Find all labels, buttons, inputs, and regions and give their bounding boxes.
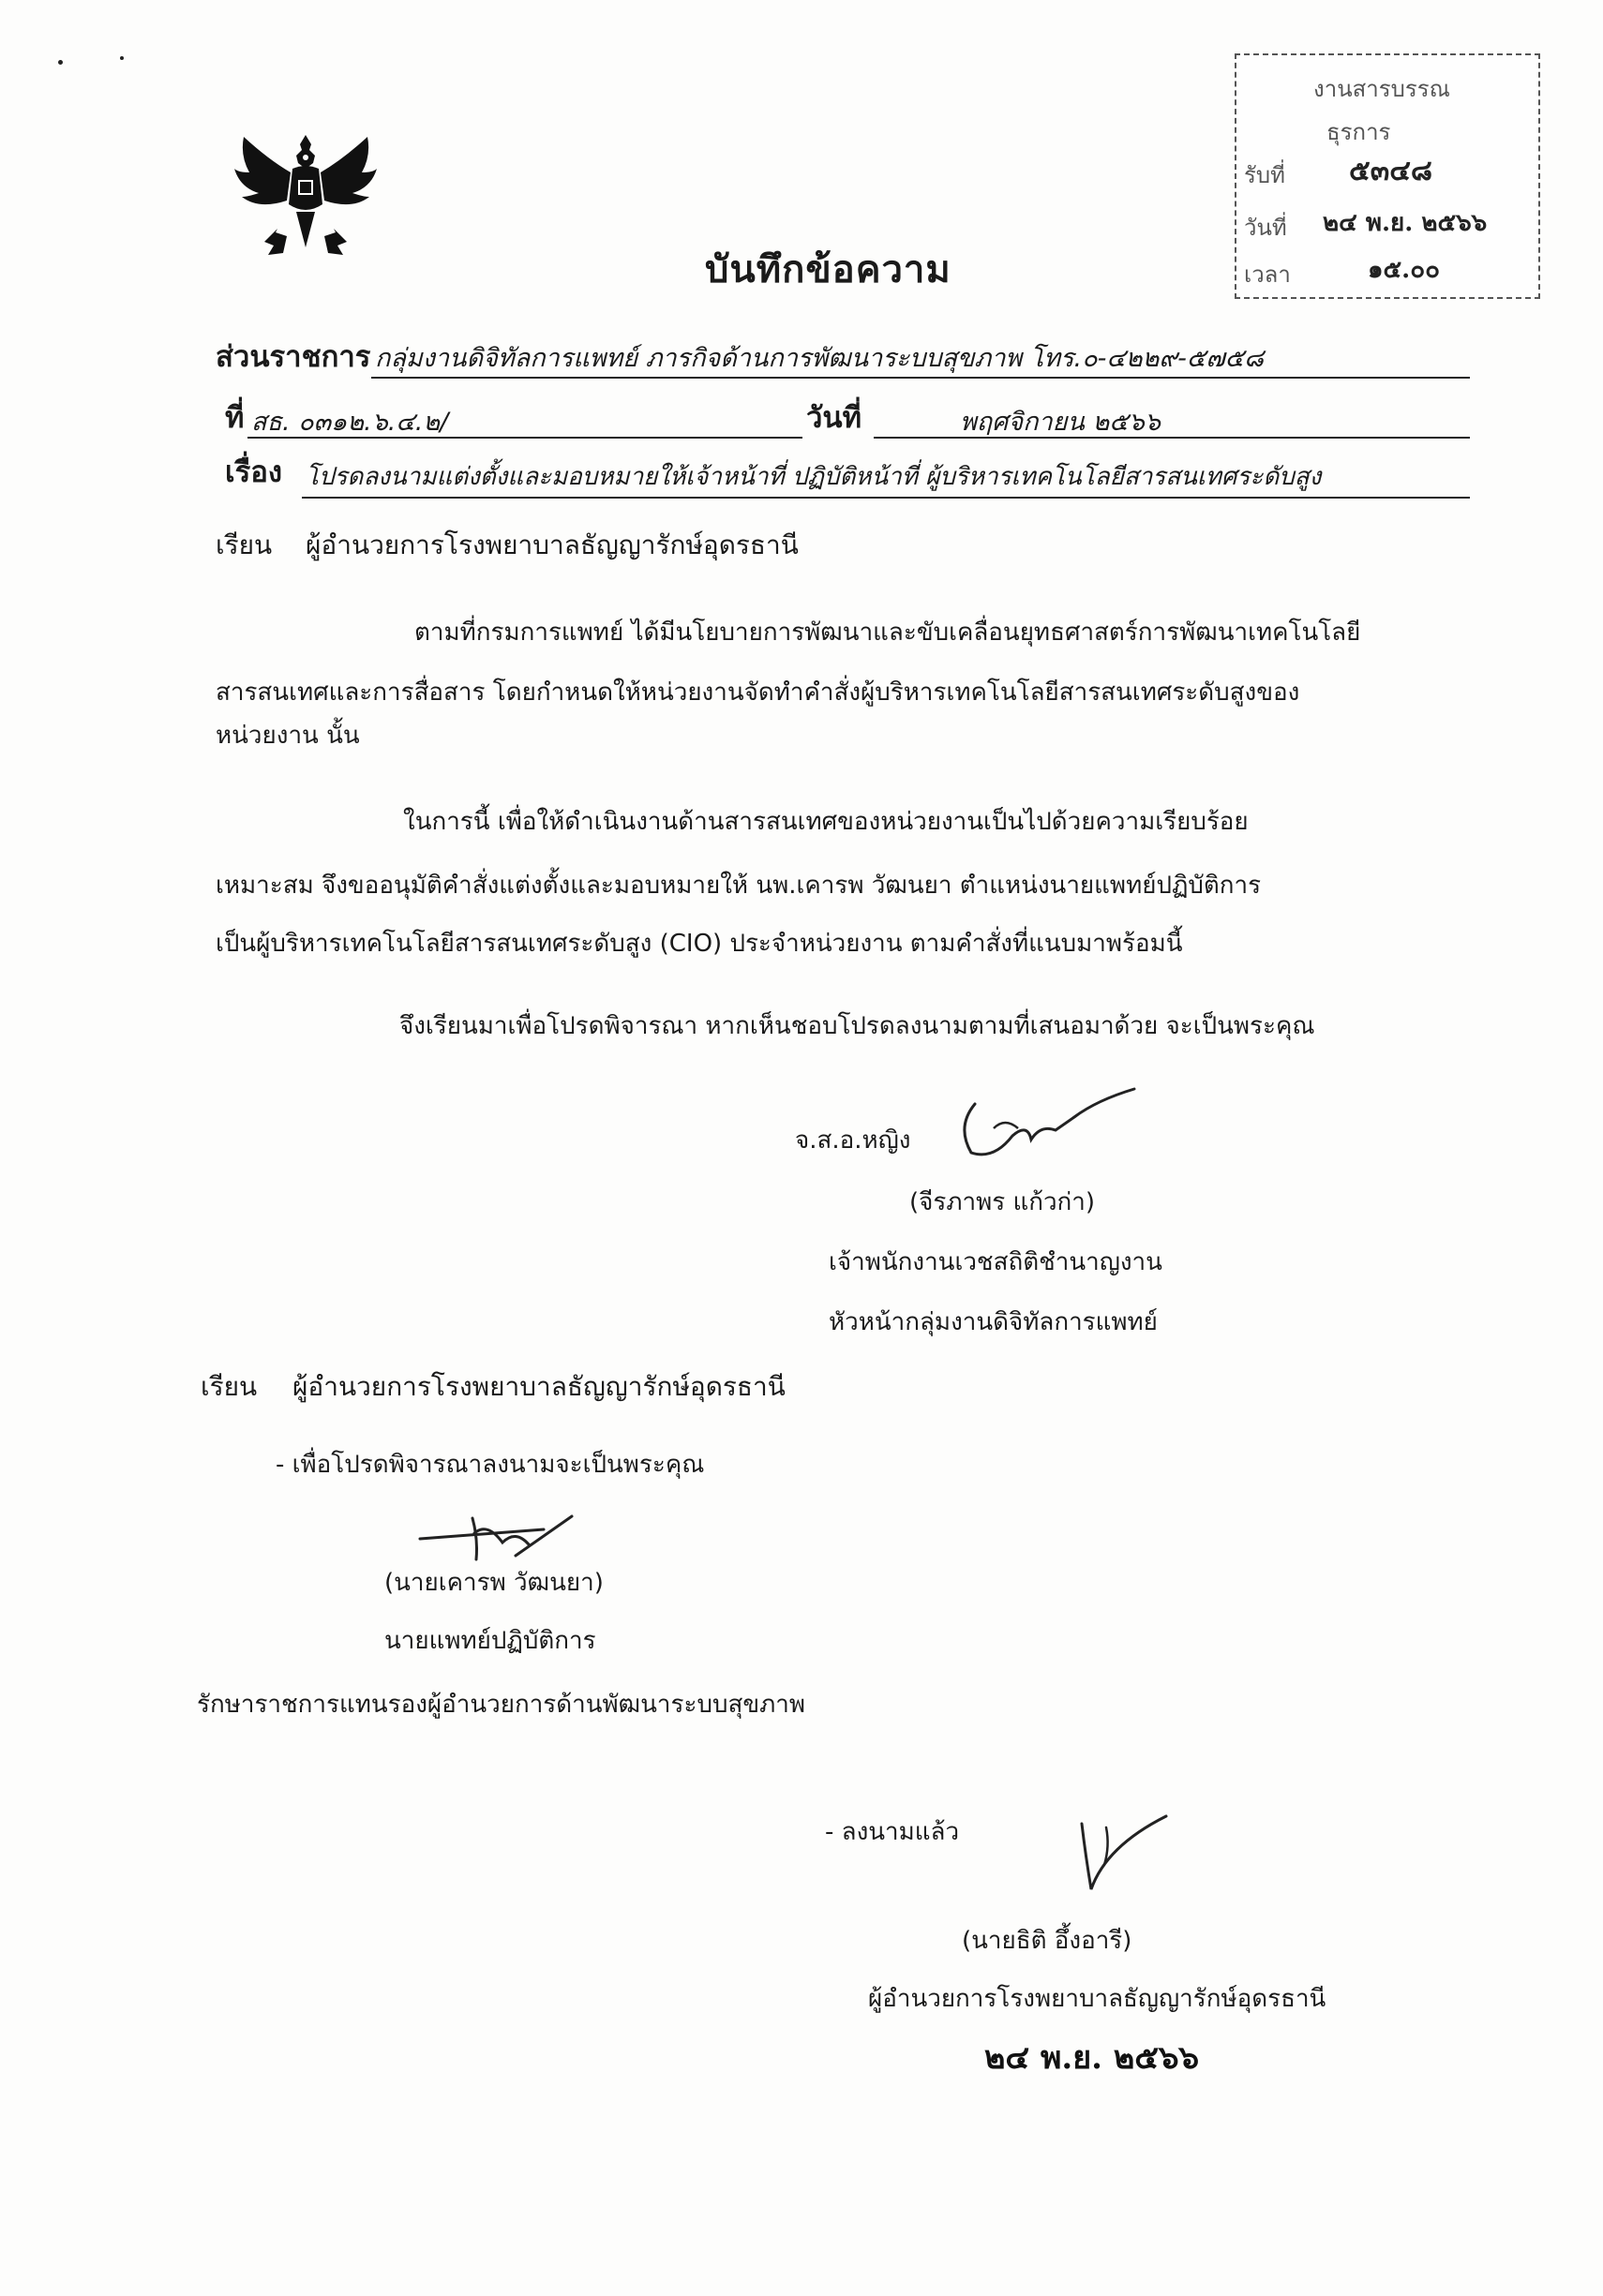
forward-salutation-value: ผู้อำนวยการโรงพยาบาลธัญญารักษ์อุดรธานี [292, 1371, 786, 1402]
approval-date-stamp: ๒๔ พ.ย. ๒๕๖๖ [984, 2039, 1200, 2077]
agency-label: ส่วนราชการ [216, 340, 371, 374]
reference-label: ที่ [225, 401, 245, 435]
stamp-received-label: รับที่ [1244, 162, 1285, 188]
approval-position: ผู้อำนวยการโรงพยาบาลธัญญารักษ์อุดรธานี [868, 1985, 1326, 2013]
approval-note: - ลงนามแล้ว [825, 1818, 960, 1846]
signer-2-position-1: นายแพทย์ปฏิบัติการ [384, 1627, 596, 1655]
subject-label: เรื่อง [225, 455, 283, 489]
stamp-time-value: ๑๕.๐๐ [1368, 256, 1440, 284]
stamp-time-label: เวลา [1244, 261, 1291, 288]
forward-note: - เพื่อโปรดพิจารณาลงนามจะเป็นพระคุณ [276, 1451, 705, 1479]
stamp-date-value: ๒๔ พ.ย. ๒๕๖๖ [1323, 209, 1488, 237]
forward-salutation-label: เรียน [201, 1371, 258, 1402]
subject-value: โปรดลงนามแต่งตั้งและมอบหมายให้เจ้าหน้าที่ ปฏิบัติหน้าที่ ผู้บริหารเทคโนโลยีสารสนเทศระดับสูง [306, 463, 1322, 491]
scan-speck [120, 56, 124, 60]
stamp-date-label: วันที่ [1244, 215, 1287, 241]
signer-2-position-2: รักษาราชการแทนรองผู้อำนวยการด้านพัฒนาระบบสุขภาพ [197, 1691, 805, 1719]
paragraph-2-line: เหมาะสม จึงขออนุมัติคำสั่งแต่งตั้งและมอบหมายให้ นพ.เคารพ วัฒนยา ตำแหน่งนายแพทย์ปฏิบัติการ [216, 872, 1262, 900]
reference-value: สธ. ๐๓๑๒.๖.๔.๒/ [251, 408, 449, 437]
paragraph-2-line: ในการนี้ เพื่อให้ดำเนินงานด้านสารสนเทศของหน่วยงานเป็นไปด้วยความเรียบร้อย [403, 808, 1249, 836]
stamp-line-2: ธุรการ [1326, 119, 1391, 145]
receipt-stamp [1235, 53, 1540, 299]
agency-value: กลุ่มงานดิจิทัลการแพทย์ ภารกิจด้านการพัฒนาระบบสุขภาพ โทร.๐-๔๒๒๙-๕๗๕๘ [375, 344, 1264, 373]
signer-2-name: (นายเคารพ วัฒนยา) [384, 1569, 604, 1597]
stamp-line-1: งานสารบรรณ [1313, 76, 1450, 102]
salutation-label: เรียน [216, 529, 273, 560]
approval-name: (นายธิติ อึ้งอารี) [962, 1927, 1132, 1955]
page-title: บันทึกข้อความ [705, 248, 951, 291]
date-label: วันที่ [806, 401, 862, 435]
salutation-value: ผู้อำนวยการโรงพยาบาลธัญญารักษ์อุดรธานี [306, 529, 799, 560]
reference-underline [247, 437, 802, 439]
closing-line: จึงเรียนมาเพื่อโปรดพิจารณา หากเห็นชอบโปรดลงนามตามที่เสนอมาด้วย จะเป็นพระคุณ [399, 1012, 1315, 1040]
stamp-received-number: ๕๓๔๘ [1349, 155, 1433, 187]
signer-1-signature [937, 1080, 1144, 1164]
date-underline [874, 437, 1470, 439]
paragraph-1-line: ตามที่กรมการแพทย์ ได้มีนโยบายการพัฒนาและขับเคลื่อนยุทธศาสตร์การพัฒนาเทคโนโลยี [414, 619, 1361, 647]
paragraph-1-line: หน่วยงาน นั้น [216, 722, 360, 750]
signer-1-position-2: หัวหน้ากลุ่มงานดิจิทัลการแพทย์ [829, 1308, 1158, 1336]
signer-1-name: (จีรภาพร แก้วก่า) [909, 1188, 1096, 1216]
scan-speck [58, 60, 63, 65]
paragraph-1-line: สารสนเทศและการสื่อสาร โดยกำหนดให้หน่วยงานจัดทำคำสั่งผู้บริหารเทคโนโลยีสารสนเทศระดับสูงของ [216, 678, 1300, 707]
paragraph-2-line: เป็นผู้บริหารเทคโนโลยีสารสนเทศระดับสูง (CIO) ประจำหน่วยงาน ตามคำสั่งที่แนบมาพร้อมนี้ [216, 930, 1183, 958]
signer-1-rank: จ.ส.อ.หญิง [795, 1126, 911, 1155]
agency-underline [371, 377, 1470, 379]
date-value: พฤศจิกายน ๒๕๖๖ [960, 408, 1161, 437]
garuda-emblem-icon [231, 131, 381, 262]
approval-signature [1069, 1809, 1172, 1902]
signer-1-position-1: เจ้าพนักงานเวชสถิติชำนาญงาน [829, 1248, 1162, 1276]
subject-underline [302, 497, 1470, 499]
